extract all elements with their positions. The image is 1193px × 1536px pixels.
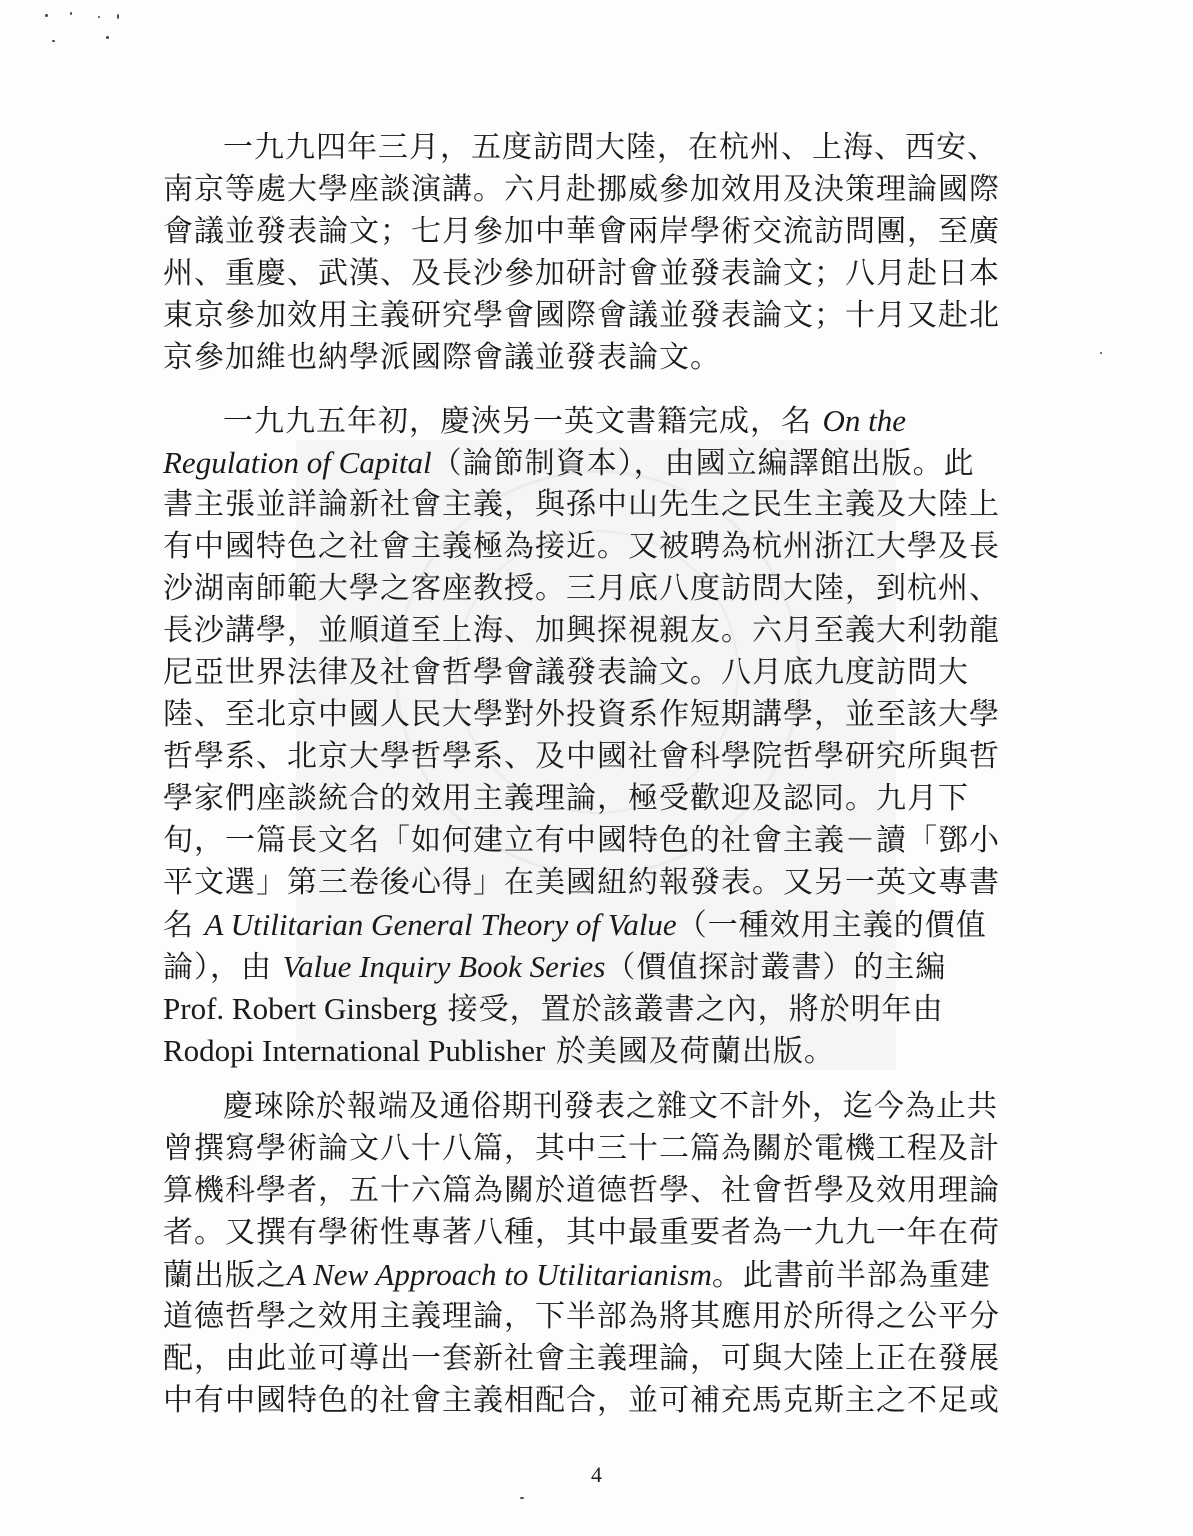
paragraph-line: 配，由此並可導出一套新社會主義理論，可與大陸上正在發展 [163, 1341, 1000, 1376]
paragraph-line: 長沙講學，並順道至上海、加興探視親友。六月至義大利勃龍 [163, 613, 1000, 648]
publisher-name: Rodopi International Publisher [163, 1033, 546, 1068]
paragraph-line: 東京參加效用主義研究學會國際會議並發表論文；十月又赴北 [163, 298, 1000, 333]
scan-speck [106, 36, 109, 39]
scan-speck [52, 40, 55, 42]
paragraph-line [163, 400, 1025, 442]
scan-speck [70, 12, 72, 15]
series-title-italic: Value Inquiry Book Series [282, 949, 606, 984]
scan-speck [1100, 352, 1102, 354]
paragraph-line [163, 904, 1025, 946]
text-run: 接受，置於該叢書之內，將於明年由 [437, 992, 944, 1027]
text-run: （論節制資本），由國立編譯館出版。此 [431, 446, 975, 481]
paragraph-line: 書主張並詳論新社會主義，與孫中山先生之民生主義及大陸上 [163, 487, 1000, 522]
paragraph-3 [163, 1086, 1025, 1422]
paragraph-line: 曾撰寫學術論文八十八篇，其中三十二篇為關於電機工程及計 [163, 1131, 1000, 1166]
paragraph-line: 有中國特色之社會主義極為接近。又被聘為杭州浙江大學及長 [163, 529, 1000, 564]
paragraph-line: 中有中國特色的社會主義相配合，並可補充馬克斯主之不足或 [163, 1383, 1000, 1418]
paragraph-line [163, 988, 1025, 1030]
paragraph-line: 算機科學者，五十六篇為關於道德哲學、社會哲學及效用理論 [163, 1173, 1000, 1208]
paragraph-line: 沙湖南師範大學之客座教授。三月底八度訪問大陸，到杭州、 [163, 571, 1000, 606]
text-run: 一九九五年初，慶浹另一英文書籍完成，名 [223, 404, 823, 439]
paragraph-line: 哲學系、北京大學哲學系、及中國社會科學院哲學研究所與哲 [163, 739, 1000, 774]
paragraph-line: 學家們座談統合的效用主義理論，極受歡迎及認同。九月下 [163, 781, 969, 816]
book-title-italic: A Utilitarian General Theory of Value [204, 907, 677, 942]
paragraph-line [163, 946, 1025, 988]
paragraph-line: 平文選」第三卷後心得」在美國紐約報發表。又另一英文專書 [163, 865, 1000, 900]
paragraph-line [163, 442, 1025, 484]
paragraph-line: 州、重慶、武漢、及長沙參加研討會並發表論文；八月赴日本 [163, 256, 1000, 291]
text-run: 。此書前半部為重建 [711, 1258, 991, 1293]
book-title-italic: On the [822, 403, 907, 438]
scan-speck [117, 14, 119, 19]
paragraph-line: 道德哲學之效用主義理論，下半部為將其應用於所得之公平分 [163, 1299, 1000, 1334]
scan-speck [520, 1497, 524, 1499]
text-run: 於美國及荷蘭出版。 [545, 1034, 835, 1069]
text-run: （一種效用主義的價值 [676, 908, 987, 943]
text-run: 論），由 [163, 950, 283, 985]
paragraph-2 [163, 400, 1025, 1072]
scan-speck [98, 16, 100, 18]
book-title-italic: A New Approach to Utilitarianism [287, 1257, 712, 1292]
paragraph-line [163, 1030, 1025, 1072]
paragraph-line: 陸、至北京中國人民大學對外投資系作短期講學，並至該大學 [163, 697, 1000, 732]
paragraph-1 [163, 127, 1025, 379]
paragraph-line: 京參加維也納學派國際會議並發表論文。 [163, 340, 721, 375]
page-number: 4 [591, 1462, 602, 1487]
paragraph-line: 慶琜除於報端及通俗期刊發表之雜文不計外，迄今為止共 [223, 1089, 998, 1124]
book-title-italic: Regulation of Capital [163, 445, 432, 480]
paragraph-line [163, 1254, 1025, 1296]
paragraph-line: 旬，一篇長文名「如何建立有中國特色的社會主義－讀「鄧小 [163, 823, 1000, 858]
text-run: （價值探討叢書）的主編 [605, 950, 947, 985]
paragraph-line: 者。又撰有學術性專著八種，其中最重要者為一九九一年在荷 [163, 1215, 1000, 1250]
paragraph-line: 南京等處大學座談演講。六月赴挪威參加效用及決策理論國際 [163, 172, 1000, 207]
text-run: 名 [163, 908, 205, 943]
paragraph-line: 一九九四年三月，五度訪問大陸，在杭州、上海、西安、 [223, 130, 998, 165]
scan-speck [45, 14, 48, 17]
paragraph-line: 尼亞世界法律及社會哲學會議發表論文。八月底九度訪問大 [163, 655, 969, 690]
text-run: 蘭出版之 [163, 1258, 287, 1293]
paragraph-line: 會議並發表論文；七月參加中華會兩岸學術交流訪問團，至廣 [163, 214, 1000, 249]
person-name: Prof. Robert Ginsberg [163, 991, 438, 1026]
